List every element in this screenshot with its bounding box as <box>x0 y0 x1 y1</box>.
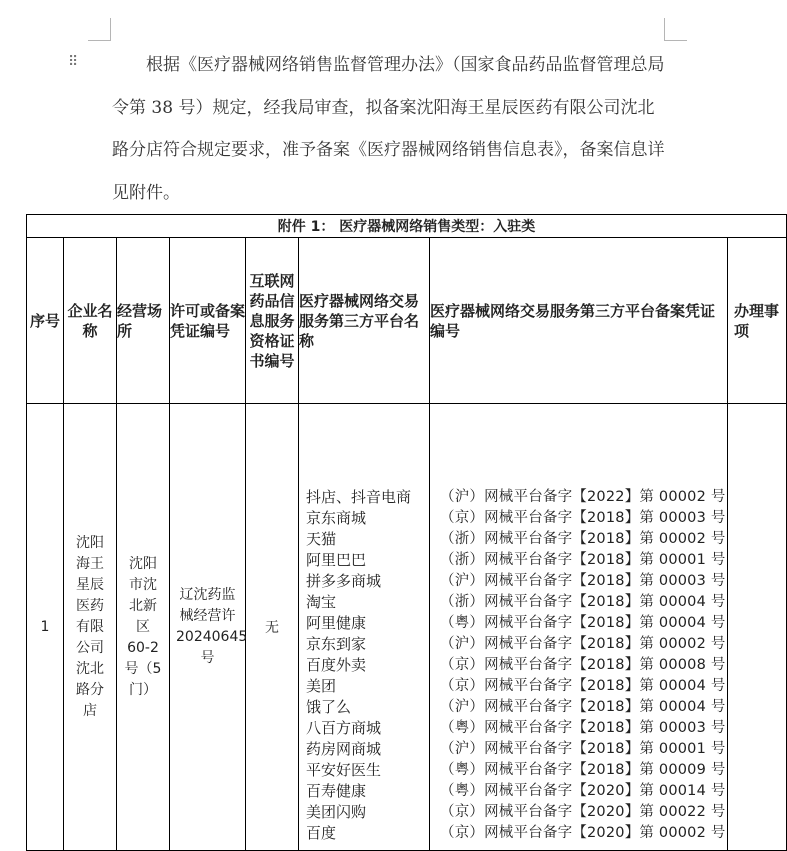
cell-company: 沈阳海王星辰医药有限公司沈北路分店 <box>64 404 117 851</box>
platform-name: 药房网商城 <box>306 740 382 758</box>
cell-license: 辽沈药监械经营许 20240645 号 <box>170 404 246 851</box>
platform-name: 平安好医生 <box>306 761 382 779</box>
header-company: 企业名称 <box>64 238 117 404</box>
platform-cert: （京）网械平台备字【2020】第 00022 号 <box>440 804 726 820</box>
header-license: 许可或备案凭证编号 <box>170 238 246 404</box>
sales-info-table <box>26 214 787 851</box>
cell-venue: 沈阳市沈北新区 60-2 号（5 门） <box>117 404 170 851</box>
platform-name: 拼多多商城 <box>306 572 382 590</box>
drag-handle-icon[interactable]: ⠿ <box>68 54 77 70</box>
table-caption: 附件 1： 医疗器械网络销售类型：入驻类 <box>27 215 787 238</box>
platform-cert: （粤）网械平台备字【2018】第 00004 号 <box>440 615 726 631</box>
page-corner-mark-left <box>88 18 111 41</box>
cell-handling <box>728 404 787 851</box>
header-internet-cert: 互联网药品信息服务资格证书编号 <box>246 238 299 404</box>
header-platform-cert: 医疗器械网络交易服务第三方平台备案凭证编号 <box>430 238 728 404</box>
platform-cert: （京）网械平台备字【2018】第 00004 号 <box>440 678 726 694</box>
platform-cert: （浙）网械平台备字【2018】第 00004 号 <box>440 594 726 610</box>
platform-name-list <box>299 487 429 844</box>
platform-name: 百寿健康 <box>306 782 367 800</box>
table-row <box>27 404 787 851</box>
page-corner-mark-right <box>664 18 687 41</box>
platform-cert: （浙）网械平台备字【2018】第 00002 号 <box>440 531 726 547</box>
header-seq: 序号 <box>27 238 64 404</box>
platform-name: 淘宝 <box>306 593 337 611</box>
platform-cert: （沪）网械平台备字【2018】第 00002 号 <box>440 636 726 652</box>
platform-cert: （浙）网械平台备字【2018】第 00001 号 <box>440 552 726 568</box>
platform-name: 抖店、抖音电商 <box>306 488 412 506</box>
platform-name: 百度 <box>306 824 337 842</box>
platform-cert: （沪）网械平台备字【2018】第 00004 号 <box>440 699 726 715</box>
cell-platform-certs <box>430 404 728 851</box>
platform-name: 京东到家 <box>306 635 367 653</box>
intro-paragraph <box>112 44 668 214</box>
platform-cert: （沪）网械平台备字【2018】第 00001 号 <box>440 741 726 757</box>
cell-seq: 1 <box>27 404 64 851</box>
platform-name: 八百方商城 <box>306 719 382 737</box>
platform-name: 美团 <box>306 677 337 695</box>
platform-name: 天猫 <box>306 530 337 548</box>
platform-name: 京东商城 <box>306 509 367 527</box>
platform-name: 美团闪购 <box>306 803 367 821</box>
platform-cert: （沪）网械平台备字【2018】第 00003 号 <box>440 573 726 589</box>
platform-cert: （沪）网械平台备字【2022】第 00002 号 <box>440 489 726 505</box>
header-venue: 经营场所 <box>117 238 170 404</box>
platform-cert: （粤）网械平台备字【2020】第 00014 号 <box>440 783 726 799</box>
intro-text: 根据《医疗器械网络销售监督管理办法》（国家食品药品监督管理总局令第 38 号）规定，经我局审查，拟备案沈阳海王星辰医药有限公司沈北路分店符合规定要求，准予备案《医疗器械网络销售信息表》，备案信息详见附件。 <box>112 55 665 203</box>
platform-name: 阿里巴巴 <box>306 551 367 569</box>
platform-cert: （京）网械平台备字【2018】第 00008 号 <box>440 657 726 673</box>
platform-cert: （粤）网械平台备字【2018】第 00009 号 <box>440 762 726 778</box>
platform-cert: （京）网械平台备字【2018】第 00003 号 <box>440 510 726 526</box>
platform-cert-list <box>430 487 727 844</box>
platform-name: 饿了么 <box>306 698 352 716</box>
platform-cert: （京）网械平台备字【2020】第 00002 号 <box>440 825 726 841</box>
header-handling: 办理事项 <box>728 238 787 404</box>
cell-internet-cert: 无 <box>246 404 299 851</box>
header-platform-name: 医疗器械网络交易服务第三方平台名称 <box>299 238 430 404</box>
platform-cert: （粤）网械平台备字【2018】第 00003 号 <box>440 720 726 736</box>
platform-name: 阿里健康 <box>306 614 367 632</box>
cell-platform-names <box>299 404 430 851</box>
platform-name: 百度外卖 <box>306 656 367 674</box>
